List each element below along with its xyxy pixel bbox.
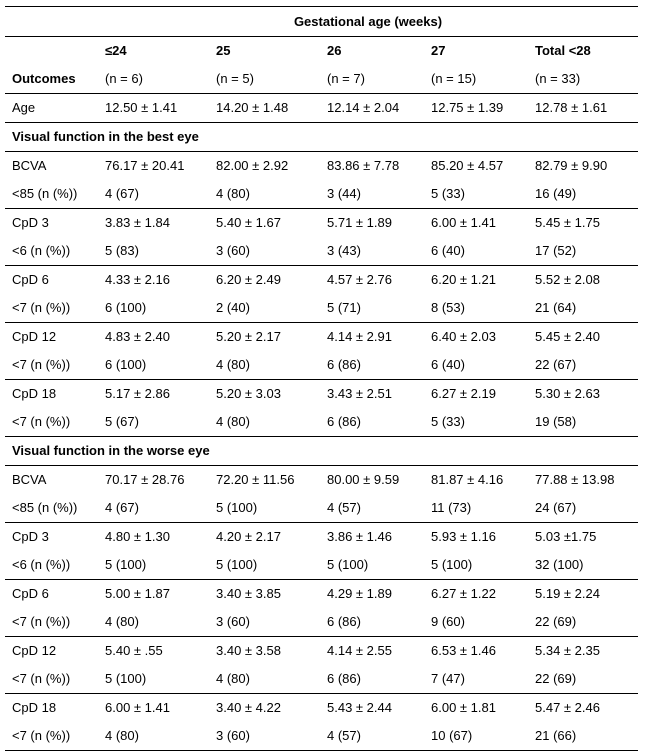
table-row (5, 580, 638, 609)
row-label: <7 (n (%)) (5, 722, 98, 751)
table-cell: 5.45 ± 2.40 (528, 323, 638, 352)
table-cell: 5.19 ± 2.24 (528, 580, 638, 609)
table-cell: 6.00 ± 1.41 (424, 209, 528, 238)
table-row (5, 665, 638, 694)
row-label: CpD 18 (5, 694, 98, 723)
table-cell: 5.43 ± 2.44 (320, 694, 424, 723)
table-row (5, 351, 638, 380)
row-label: <7 (n (%)) (12, 614, 71, 629)
table-body (5, 7, 638, 751)
table-cell: 5.40 ± .55 (98, 637, 209, 666)
table-cell: 19 (58) (535, 414, 577, 429)
table-row (5, 494, 638, 523)
table-row (5, 694, 638, 723)
section-title: Visual function in the worse eye (5, 437, 638, 466)
table-cell: 5 (100) (105, 557, 147, 572)
table-cell: 9 (60) (431, 614, 465, 629)
table-cell: 6 (100) (105, 300, 147, 315)
table-cell: 4 (80) (216, 357, 250, 372)
outcomes-table (5, 6, 638, 751)
table-cell: 4.14 ± 2.55 (320, 637, 424, 666)
table-row (5, 637, 638, 666)
table-cell: 6.53 ± 1.46 (424, 637, 528, 666)
table-cell: 6.00 ± 1.41 (98, 694, 209, 723)
table-cell: 5 (33) (431, 186, 465, 201)
col-header-le24: ≤24 (98, 37, 209, 66)
table-cell: 3 (60) (216, 614, 250, 629)
age-row (5, 94, 638, 123)
table-row (5, 523, 638, 552)
gestational-age-header: Gestational age (weeks) (98, 7, 638, 37)
row-label: CpD 12 (5, 323, 98, 352)
table-cell: 4 (80) (216, 671, 250, 686)
col-n-26: (n = 7) (327, 71, 365, 86)
row-label: CpD 3 (5, 209, 98, 238)
column-n-row (5, 65, 638, 94)
table-cell: 6.00 ± 1.81 (424, 694, 528, 723)
col-n-27: (n = 15) (431, 71, 477, 86)
table-cell: 4 (80) (98, 722, 209, 751)
table-cell: 10 (67) (424, 722, 528, 751)
table-cell: 21 (66) (528, 722, 638, 751)
table-cell: 5 (67) (105, 414, 139, 429)
col-header-total: Total <28 (528, 37, 638, 66)
table-cell: 77.88 ± 13.98 (528, 466, 638, 495)
table-cell: 6 (86) (327, 414, 361, 429)
col-n-total: (n = 33) (535, 71, 581, 86)
table-cell: 3.83 ± 1.84 (98, 209, 209, 238)
table-row (5, 266, 638, 295)
table-cell: 5 (33) (431, 414, 465, 429)
table-row (5, 323, 638, 352)
table-row (5, 380, 638, 409)
table-cell: 6.27 ± 2.19 (424, 380, 528, 409)
row-label: CpD 3 (5, 523, 98, 552)
table-cell: 6 (86) (327, 671, 361, 686)
table-cell: 6 (86) (327, 357, 361, 372)
table-cell: 12.75 ± 1.39 (424, 94, 528, 123)
col-header-27: 27 (424, 37, 528, 66)
table-cell: 4.29 ± 1.89 (320, 580, 424, 609)
table-cell: 5.47 ± 2.46 (528, 694, 638, 723)
table-row (5, 551, 638, 580)
table-cell: 6.20 ± 1.21 (424, 266, 528, 295)
table-cell: 5 (83) (105, 243, 139, 258)
table-cell: 8 (53) (431, 300, 465, 315)
table-cell: 85.20 ± 4.57 (424, 152, 528, 181)
table-cell: 4 (80) (216, 414, 250, 429)
table-cell: 4.33 ± 2.16 (98, 266, 209, 295)
table-cell: 4 (80) (105, 614, 139, 629)
table-cell: 5.93 ± 1.16 (424, 523, 528, 552)
table-cell: 12.14 ± 2.04 (320, 94, 424, 123)
table-cell: 82.00 ± 2.92 (209, 152, 320, 181)
row-label: <6 (n (%)) (12, 557, 71, 572)
outcomes-header: Outcomes (12, 71, 76, 86)
row-label: BCVA (5, 152, 98, 181)
table-row (5, 237, 638, 266)
header-blank-cell (5, 7, 98, 37)
table-cell: 3.40 ± 3.58 (209, 637, 320, 666)
table-cell: 17 (52) (535, 243, 577, 258)
table-cell: 5.71 ± 1.89 (320, 209, 424, 238)
row-label: CpD 12 (5, 637, 98, 666)
table-cell: 3.43 ± 2.51 (320, 380, 424, 409)
table-cell: 5.34 ± 2.35 (528, 637, 638, 666)
table-cell: 12.78 ± 1.61 (528, 94, 638, 123)
table-cell: 6 (86) (327, 614, 361, 629)
row-label: CpD 18 (5, 380, 98, 409)
table-cell: 32 (100) (535, 557, 584, 572)
section-header-row (5, 437, 638, 466)
table-cell: 16 (49) (535, 186, 577, 201)
table-cell: 6.27 ± 1.22 (424, 580, 528, 609)
table-row (5, 180, 638, 209)
table-cell: 70.17 ± 28.76 (98, 466, 209, 495)
table-cell: 5.00 ± 1.87 (98, 580, 209, 609)
table-cell: 4.80 ± 1.30 (98, 523, 209, 552)
table-row (5, 608, 638, 637)
table-cell: 21 (64) (535, 300, 577, 315)
table-cell: 4 (57) (327, 500, 361, 515)
table-cell: 22 (69) (535, 614, 577, 629)
table-cell: 14.20 ± 1.48 (209, 94, 320, 123)
col-n-le24: (n = 6) (105, 71, 143, 86)
row-label: <7 (n (%)) (12, 357, 71, 372)
table-row (5, 294, 638, 323)
table-cell: 83.86 ± 7.78 (320, 152, 424, 181)
table-cell: 6.20 ± 2.49 (209, 266, 320, 295)
group-header-row (5, 7, 638, 37)
table-cell: 6 (100) (105, 357, 147, 372)
table-cell: 4 (67) (105, 186, 139, 201)
table-cell: 22 (67) (535, 357, 577, 372)
table-cell: 11 (73) (431, 500, 472, 515)
table-cell: 6 (40) (431, 357, 465, 372)
table-cell: 2 (40) (216, 300, 250, 315)
table-cell: 6 (40) (431, 243, 465, 258)
table-cell: 76.17 ± 20.41 (98, 152, 209, 181)
table-cell: 82.79 ± 9.90 (528, 152, 638, 181)
table-cell: 12.50 ± 1.41 (98, 94, 209, 123)
table-cell: 80.00 ± 9.59 (320, 466, 424, 495)
row-label: BCVA (5, 466, 98, 495)
table-row (5, 722, 638, 751)
table-cell: 4 (67) (105, 500, 139, 515)
table-cell: 22 (69) (535, 671, 577, 686)
header-blank-cell (5, 37, 98, 66)
table-cell: 3.40 ± 4.22 (209, 694, 320, 723)
row-label: <7 (n (%)) (12, 300, 71, 315)
table-cell: 4 (80) (216, 186, 250, 201)
section-header-row (5, 123, 638, 152)
table-cell: 4 (57) (320, 722, 424, 751)
table-cell: 5.20 ± 3.03 (209, 380, 320, 409)
table-cell: 5.45 ± 1.75 (528, 209, 638, 238)
table-cell: 3 (60) (216, 243, 250, 258)
table-row (5, 466, 638, 495)
table-cell: 5 (71) (327, 300, 361, 315)
table-cell: 3.86 ± 1.46 (320, 523, 424, 552)
table-cell: 5 (100) (105, 671, 147, 686)
col-n-25: (n = 5) (216, 71, 254, 86)
table-cell: 5.17 ± 2.86 (98, 380, 209, 409)
table-row (5, 152, 638, 181)
table-cell: 5.40 ± 1.67 (209, 209, 320, 238)
table-cell: 5 (100) (216, 557, 258, 572)
row-label: <7 (n (%)) (12, 671, 71, 686)
table-cell: 72.20 ± 11.56 (209, 466, 320, 495)
row-label: CpD 6 (5, 580, 98, 609)
table-cell: 3 (43) (327, 243, 361, 258)
table-row (5, 209, 638, 238)
row-label: <6 (n (%)) (12, 243, 71, 258)
table-cell: 5.30 ± 2.63 (528, 380, 638, 409)
table-cell: 5 (100) (327, 557, 369, 572)
row-label: CpD 6 (5, 266, 98, 295)
col-header-25: 25 (209, 37, 320, 66)
row-label: <85 (n (%)) (12, 500, 78, 515)
table-cell: 4.14 ± 2.91 (320, 323, 424, 352)
table-cell: 3 (60) (209, 722, 320, 751)
section-title: Visual function in the best eye (5, 123, 638, 152)
table-cell: 7 (47) (431, 671, 465, 686)
table-cell: 3 (44) (327, 186, 361, 201)
col-header-26: 26 (320, 37, 424, 66)
table-cell: 5.03 ±1.75 (528, 523, 638, 552)
table-cell: 4.20 ± 2.17 (209, 523, 320, 552)
table-cell: 4.83 ± 2.40 (98, 323, 209, 352)
column-label-row (5, 37, 638, 66)
table-cell: 5 (100) (431, 557, 473, 572)
table-cell: 5.20 ± 2.17 (209, 323, 320, 352)
table-cell: 5 (100) (216, 500, 258, 515)
table-cell: 4.57 ± 2.76 (320, 266, 424, 295)
row-label: <85 (n (%)) (12, 186, 78, 201)
table-cell: 5.52 ± 2.08 (528, 266, 638, 295)
row-label: <7 (n (%)) (12, 414, 71, 429)
row-label: Age (5, 94, 98, 123)
table-row (5, 408, 638, 437)
table-cell: 6.40 ± 2.03 (424, 323, 528, 352)
table-cell: 81.87 ± 4.16 (424, 466, 528, 495)
table-cell: 3.40 ± 3.85 (209, 580, 320, 609)
table-cell: 24 (67) (535, 500, 577, 515)
